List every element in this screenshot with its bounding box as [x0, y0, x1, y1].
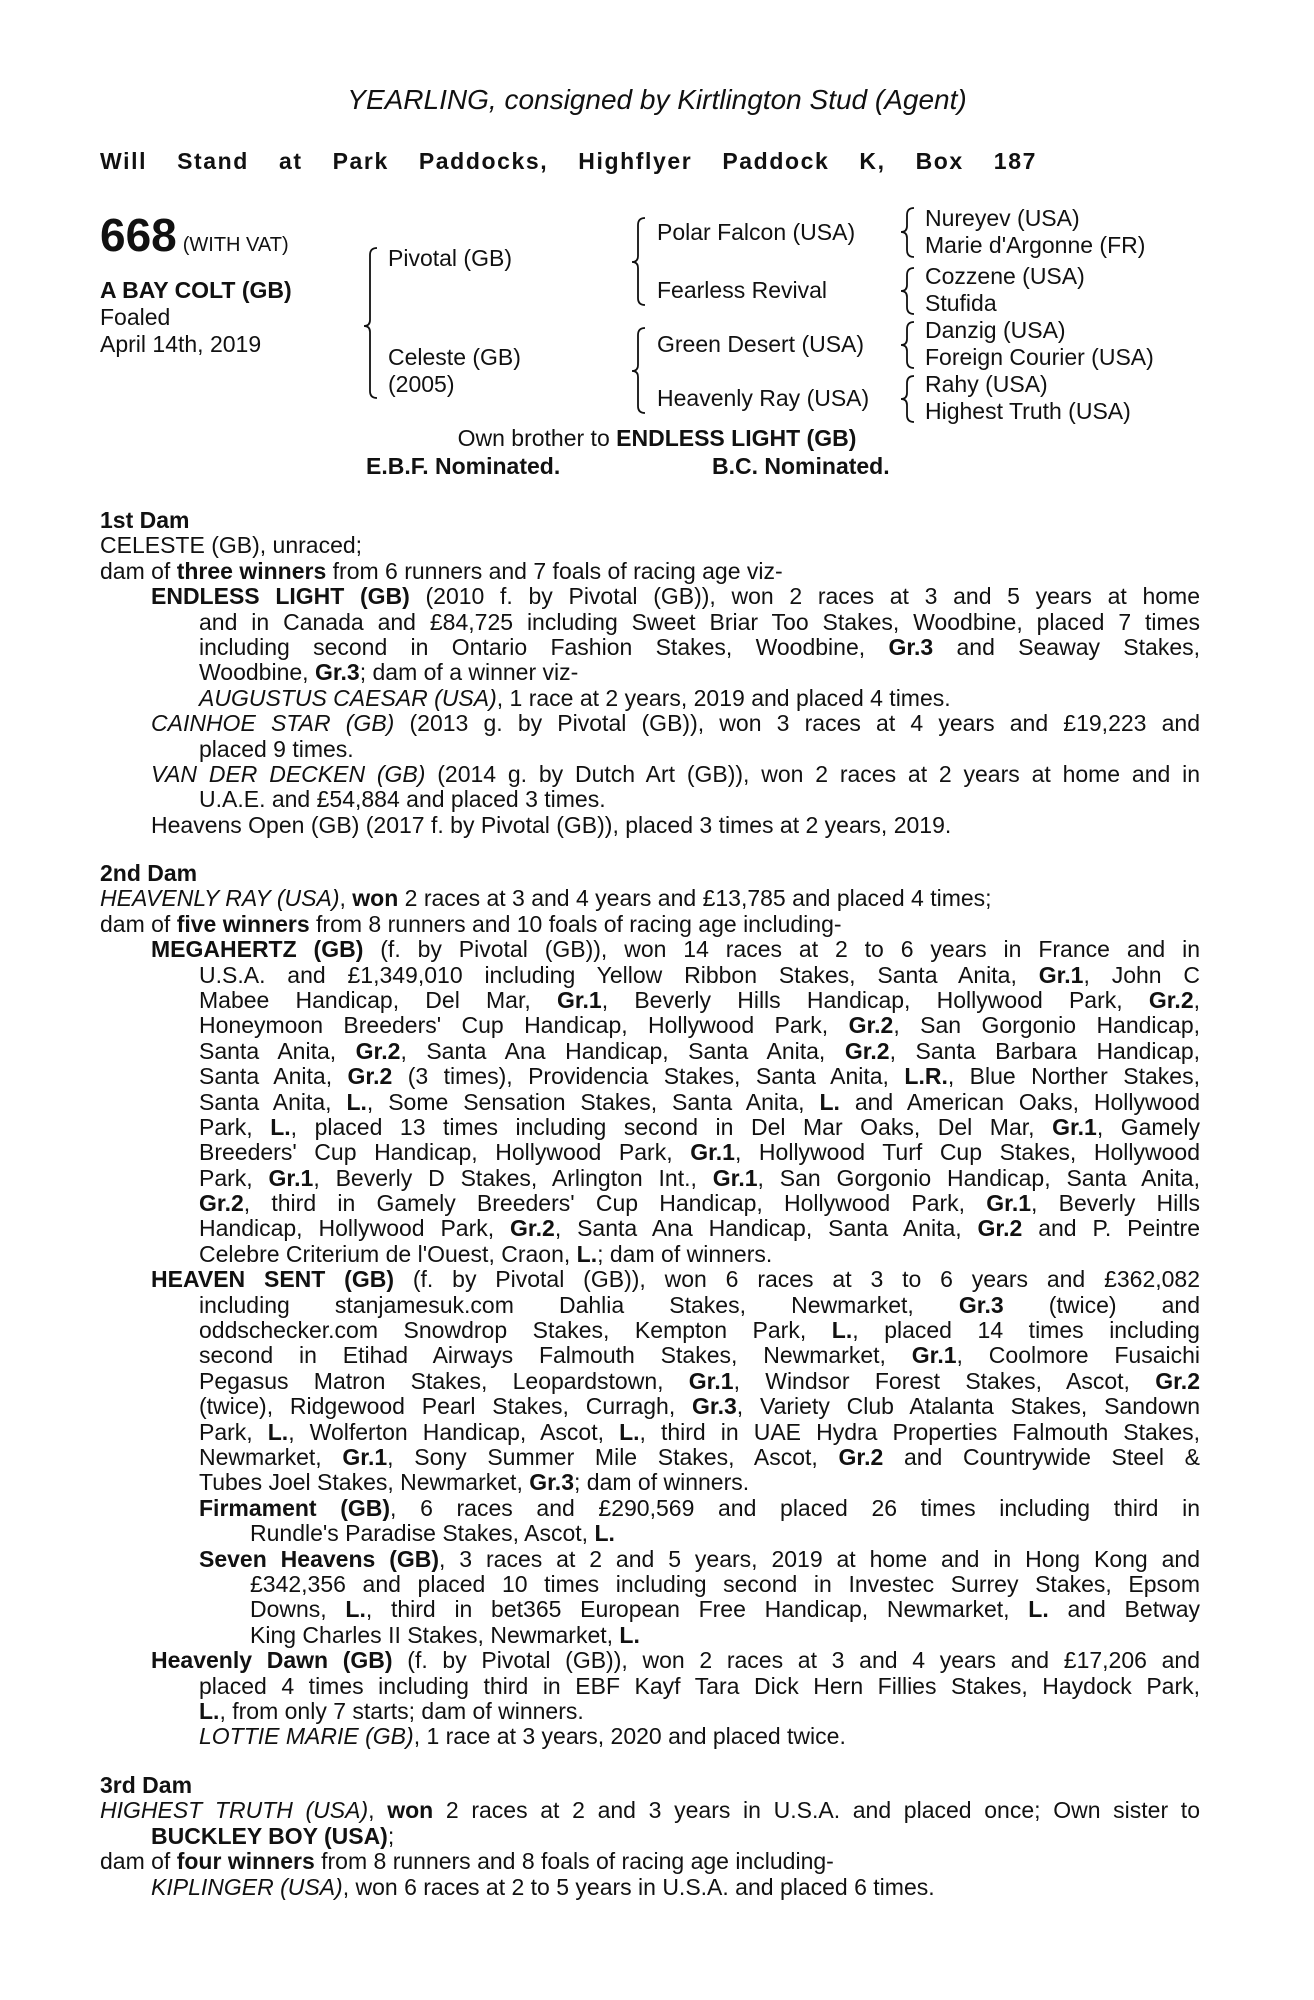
- bold-text: Gr.3: [692, 1393, 737, 1420]
- text-line: [199, 635, 1200, 660]
- text-run: dam of: [100, 557, 177, 584]
- pedigree-dam-sire: Green Desert (USA): [657, 331, 865, 357]
- text-run: Santa Anita,: [199, 1088, 347, 1115]
- text-line: [199, 686, 1200, 711]
- text-run: Santa Anita,: [199, 1063, 348, 1090]
- text-run: , third in Gamely Breeders' Cup Handicap, Hollywood Park,: [243, 1190, 987, 1217]
- dam-section: [100, 508, 1200, 838]
- dam-section: [100, 1773, 1200, 1900]
- text-run: ; dam of a winner viz-: [359, 659, 579, 686]
- text-run: (2014 g. by Dutch Art (GB)), won 2 races at 2 years at home and in: [425, 760, 1201, 787]
- text-run: Celebre Criterium de l'Ouest, Craon,: [199, 1240, 577, 1267]
- text-line: [151, 1648, 1200, 1673]
- bold-text: Gr.1: [342, 1443, 388, 1470]
- vat-label: (WITH VAT): [182, 234, 289, 256]
- bold-text: Gr.2: [1148, 986, 1194, 1013]
- text-line: [199, 1674, 1200, 1699]
- text-run: and P. Peintre: [1022, 1215, 1201, 1242]
- text-run: dam of: [100, 910, 177, 937]
- pedigree-gen3: Marie d'Argonne (FR): [925, 232, 1146, 258]
- text-line: [151, 937, 1200, 962]
- section-heading: 1st Dam: [100, 507, 190, 533]
- text-run: , Beverly Hills: [1031, 1190, 1200, 1217]
- bold-text: L.R.: [904, 1063, 948, 1090]
- dam-record: [100, 533, 1200, 558]
- text-line: [199, 1216, 1200, 1241]
- progeny-entry: [100, 813, 1200, 838]
- dam-record: [100, 1798, 1200, 1849]
- bold-text: Gr.1: [688, 1367, 734, 1394]
- text-run: , Sony Summer Mile Stakes, Ascot,: [387, 1443, 839, 1470]
- bold-text: Firmament (GB): [199, 1494, 391, 1521]
- text-run: , Gamely: [1096, 1113, 1200, 1140]
- bold-text: Gr.2: [838, 1443, 884, 1470]
- text-line: [199, 787, 1200, 812]
- italic-name: AUGUSTUS CAESAR (USA): [199, 684, 497, 711]
- bold-text: Gr.3: [888, 633, 934, 660]
- bold-text: Gr.2: [199, 1190, 244, 1217]
- bold-text: L.: [576, 1240, 598, 1267]
- text-line: [199, 1191, 1200, 1216]
- progeny-entry: [100, 1648, 1200, 1724]
- dam-record: [100, 886, 1200, 911]
- text-line: [151, 813, 1200, 838]
- bold-text: four winners: [176, 1848, 315, 1875]
- text-run: second in Etihad Airways Falmouth Stakes, Newmarket,: [199, 1342, 912, 1369]
- pedigree-bracket: [632, 328, 645, 413]
- italic-name: HIGHEST TRUTH (USA): [100, 1797, 369, 1824]
- text-line: [199, 1166, 1200, 1191]
- progeny-entry: [100, 686, 1200, 711]
- text-run: CELESTE (GB), unraced;: [100, 532, 363, 559]
- text-run: and Countrywide Steel &: [883, 1443, 1200, 1470]
- text-line: [199, 1699, 1200, 1724]
- text-run: , Santa Ana Handicap, Santa Anita,: [554, 1215, 978, 1242]
- text-run: , Windsor Forest Stakes, Ascot,: [733, 1367, 1156, 1394]
- text-run: ;: [387, 1822, 395, 1849]
- text-line: [199, 1724, 1200, 1749]
- text-line: [199, 1064, 1200, 1089]
- text-run: , Variety Club Atalanta Stakes, Sandown: [736, 1393, 1200, 1420]
- text-run: , third in UAE Hydra Properties Falmouth Stakes,: [639, 1418, 1201, 1445]
- bold-text: L.: [1028, 1596, 1049, 1623]
- bold-text: L.: [619, 1418, 640, 1445]
- bold-text: Gr.2: [848, 1012, 894, 1039]
- bold-text: L.: [831, 1317, 853, 1344]
- bold-text: L.: [819, 1088, 840, 1115]
- text-line: [250, 1623, 1200, 1648]
- text-run: , Some Sensation Stakes, Santa Anita,: [366, 1088, 820, 1115]
- text-run: , 3 races at 2 and 5 years, 2019 at home and in Hong Kong and: [439, 1545, 1201, 1572]
- text-run: U.A.E. and £54,884 and placed 3 times.: [199, 786, 606, 813]
- text-line: [199, 1470, 1200, 1495]
- text-run: Mabee Handicap, Del Mar,: [199, 986, 557, 1013]
- italic-name: LOTTIE MARIE (GB): [199, 1723, 414, 1750]
- text-run: and American Oaks, Hollywood: [839, 1088, 1200, 1115]
- text-line: [199, 1343, 1200, 1368]
- text-line: [199, 1318, 1200, 1343]
- text-run: Park,: [199, 1113, 271, 1140]
- dam-record: [100, 559, 1200, 584]
- pedigree-sire-dam: Fearless Revival: [657, 277, 827, 303]
- text-run: Santa Anita,: [199, 1037, 356, 1064]
- text-run: ; dam of winners.: [574, 1469, 750, 1496]
- bold-text: L.: [619, 1621, 640, 1648]
- text-line: [100, 1849, 1200, 1874]
- text-run: placed 4 times including third in EBF Kayf Tara Dick Hern Fillies Stakes, Haydock Park,: [199, 1672, 1200, 1699]
- italic-name: HEAVENLY RAY (USA): [100, 885, 340, 912]
- text-line: [199, 1547, 1200, 1572]
- text-line: [151, 1267, 1200, 1292]
- text-run: , Coolmore Fusaichi: [956, 1342, 1200, 1369]
- dam-section: [100, 861, 1200, 1750]
- text-run: U.S.A. and £1,349,010 including Yellow Ribbon Stakes, Santa Anita,: [199, 961, 1039, 988]
- bc-nominated: B.C. Nominated.: [712, 453, 890, 479]
- text-line: [100, 559, 1200, 584]
- pedigree-gen3: Highest Truth (USA): [925, 398, 1131, 424]
- bold-text: Gr.1: [268, 1164, 314, 1191]
- bold-text: Gr.2: [1155, 1367, 1200, 1394]
- pedigree-bracket: [901, 376, 914, 422]
- text-line: [199, 1039, 1200, 1064]
- text-run: oddschecker.com Snowdrop Stakes, Kempton Park,: [199, 1317, 832, 1344]
- lot-number-value: 668: [100, 209, 177, 261]
- text-run: , Beverly Hills Handicap, Hollywood Park,: [601, 986, 1149, 1013]
- text-run: , Beverly D Stakes, Arlington Int.,: [313, 1164, 713, 1191]
- stand-location: Will Stand at Park Paddocks, Highflyer Paddock K, Box 187: [100, 148, 1037, 174]
- text-run: , 1 race at 3 years, 2020 and placed twice.: [413, 1723, 846, 1750]
- dam-record: [100, 912, 1200, 937]
- pedigree-gen3: Cozzene (USA): [925, 263, 1085, 289]
- text-run: , San Gorgonio Handicap,: [893, 1012, 1201, 1039]
- bold-text: Gr.2: [510, 1215, 555, 1242]
- foaled-date: April 14th, 2019: [100, 331, 262, 357]
- bold-text: won: [387, 1797, 434, 1824]
- pedigree-bracket: [901, 208, 914, 257]
- bold-text: Gr.2: [355, 1037, 401, 1064]
- text-line: [199, 1445, 1200, 1470]
- bold-text: Heavenly Dawn (GB): [151, 1647, 393, 1674]
- text-line: [199, 1496, 1200, 1521]
- text-run: from 8 runners and 8 foals of racing age including-: [314, 1848, 834, 1875]
- text-run: Heavens Open (GB) (2017 f. by Pivotal (GB)), placed 3 times at 2 years, 2019.: [151, 811, 952, 838]
- progeny-entry: [100, 1875, 1200, 1900]
- bold-text: HEAVEN SENT (GB): [151, 1266, 395, 1293]
- text-run: 2 races at 2 and 3 years in U.S.A. and placed once; Own sister to: [433, 1797, 1200, 1824]
- text-run: and in Canada and £84,725 including Sweet Briar Too Stakes, Woodbine, placed 7 times: [199, 608, 1200, 635]
- bold-text: Gr.1: [1038, 961, 1084, 988]
- bold-text: Gr.3: [958, 1291, 1004, 1318]
- text-line: [199, 1013, 1200, 1038]
- sale-title: YEARLING, consigned by Kirtlington Stud (Agent): [347, 84, 967, 115]
- section-heading: 2nd Dam: [100, 860, 198, 886]
- text-run: (f. by Pivotal (GB)), won 6 races at 3 to 6 years and £362,082: [394, 1266, 1201, 1293]
- progeny-entry: [100, 584, 1200, 686]
- own-brother-name: ENDLESS LIGHT (GB): [616, 425, 857, 451]
- text-run: including stanjamesuk.com Dahlia Stakes, Newmarket,: [199, 1291, 959, 1318]
- foaled-label: Foaled: [100, 304, 171, 330]
- text-run: Downs,: [250, 1596, 346, 1623]
- text-line: [100, 886, 1200, 911]
- bold-text: Gr.3: [314, 659, 360, 686]
- text-run: , Hollywood Turf Cup Stakes, Hollywood: [734, 1139, 1200, 1166]
- bold-text: BUCKLEY BOY (USA): [151, 1822, 388, 1849]
- text-run: (f. by Pivotal (GB)), won 14 races at 2 to 6 years in France and in: [363, 936, 1200, 963]
- text-run: , placed 13 times including second in Del Mar Oaks, Del Mar,: [290, 1113, 1053, 1140]
- text-run: , Wolferton Handicap, Ascot,: [288, 1418, 620, 1445]
- text-run: (twice), Ridgewood Pearl Stakes, Curragh,: [199, 1393, 692, 1420]
- text-run: Honeymoon Breeders' Cup Handicap, Hollywood Park,: [199, 1012, 849, 1039]
- text-line: [100, 912, 1200, 937]
- bold-text: L.: [346, 1088, 367, 1115]
- text-line: [199, 1115, 1200, 1140]
- text-line: [199, 737, 1200, 762]
- pedigree-bracket: [901, 268, 914, 314]
- text-run: including second in Ontario Fashion Stakes, Woodbine,: [199, 633, 889, 660]
- text-run: , Santa Barbara Handicap,: [889, 1037, 1201, 1064]
- bold-text: L.: [270, 1113, 291, 1140]
- text-line: [199, 1140, 1200, 1165]
- bold-text: L.: [267, 1418, 289, 1445]
- text-run: Park,: [199, 1164, 269, 1191]
- pedigree-gen3: Foreign Courier (USA): [925, 344, 1154, 370]
- text-run: (twice) and: [1003, 1291, 1201, 1318]
- text-run: Park,: [199, 1418, 268, 1445]
- text-run: (f. by Pivotal (GB)), won 2 races at 3 and 4 years and £17,206 and: [392, 1647, 1200, 1674]
- pedigree-sire-sire: Polar Falcon (USA): [657, 219, 856, 245]
- text-run: , 6 races and £290,569 and placed 26 times including third in: [390, 1494, 1200, 1521]
- text-line: [199, 1369, 1200, 1394]
- text-run: ; dam of winners.: [597, 1240, 773, 1267]
- progeny-entry: [100, 711, 1200, 762]
- text-run: Handicap, Hollywood Park,: [199, 1215, 511, 1242]
- text-run: Rundle's Paradise Stakes, Ascot,: [250, 1520, 595, 1547]
- text-run: from 8 runners and 10 foals of racing age including-: [309, 910, 842, 937]
- text-line: [199, 1293, 1200, 1318]
- text-line: [199, 660, 1200, 685]
- progeny-entry: [100, 1496, 1200, 1547]
- italic-name: CAINHOE STAR (GB): [151, 710, 395, 737]
- text-run: 2 races at 3 and 4 years and £13,785 and placed 4 times;: [398, 885, 992, 912]
- pedigree-dam-dam: Heavenly Ray (USA): [657, 385, 870, 411]
- progeny-entry: [100, 762, 1200, 813]
- bold-text: three winners: [176, 557, 327, 584]
- pedigree-gen3: Danzig (USA): [925, 317, 1066, 343]
- bold-text: Gr.1: [556, 986, 602, 1013]
- text-run: (2013 g. by Pivotal (GB)), won 3 races at 4 years and £19,223 and: [394, 710, 1200, 737]
- text-run: placed 9 times.: [199, 735, 354, 762]
- text-run: King Charles II Stakes, Newmarket,: [250, 1621, 620, 1648]
- text-run: ,: [1193, 986, 1201, 1013]
- text-run: Breeders' Cup Handicap, Hollywood Park,: [199, 1139, 691, 1166]
- text-run: , placed 14 times including: [852, 1317, 1200, 1344]
- text-line: [199, 988, 1200, 1013]
- text-line: [199, 1420, 1200, 1445]
- progeny-entry: [100, 1547, 1200, 1649]
- text-line: [199, 963, 1200, 988]
- text-run: , John C: [1083, 961, 1201, 988]
- ebf-nominated: E.B.F. Nominated.: [366, 453, 561, 479]
- text-line: [100, 1798, 1200, 1823]
- text-line: [250, 1597, 1200, 1622]
- pedigree-bracket: [364, 248, 377, 398]
- bold-text: L.: [345, 1596, 366, 1623]
- bold-text: Gr.2: [977, 1215, 1023, 1242]
- text-run: (2010 f. by Pivotal (GB)), won 2 races at 3 and 5 years at home: [409, 583, 1200, 610]
- pedigree-gen3: Nureyev (USA): [925, 205, 1080, 231]
- pedigree-bracket: [901, 322, 914, 368]
- bold-text: Gr.1: [986, 1190, 1032, 1217]
- text-line: [151, 711, 1200, 736]
- text-line: [199, 1090, 1200, 1115]
- pedigree-dam: Celeste (GB): [388, 344, 521, 370]
- text-run: , from only 7 starts; dam of winners.: [219, 1697, 584, 1724]
- bold-text: Gr.1: [690, 1139, 735, 1166]
- bold-text: five winners: [176, 910, 310, 937]
- pedigree-dam-year: (2005): [388, 371, 455, 397]
- dam-record: [100, 1849, 1200, 1874]
- pedigree-gen3: Rahy (USA): [925, 371, 1048, 397]
- horse-description: A BAY COLT (GB): [100, 277, 292, 303]
- text-run: , third in bet365 European Free Handicap, Newmarket,: [365, 1596, 1029, 1623]
- text-run: , Blue Norther Stakes,: [947, 1063, 1200, 1090]
- text-run: , 1 race at 2 years, 2019 and placed 4 times.: [496, 684, 951, 711]
- text-line: [199, 610, 1200, 635]
- bold-text: Gr.2: [347, 1063, 393, 1090]
- bold-text: L.: [199, 1697, 220, 1724]
- bold-text: won: [352, 885, 399, 912]
- text-line: [100, 533, 1200, 558]
- bold-text: ENDLESS LIGHT (GB): [151, 583, 410, 610]
- text-run: ,: [339, 885, 353, 912]
- pedigree-bracket: [632, 218, 645, 305]
- text-line: [199, 1242, 1200, 1267]
- bold-text: L.: [594, 1520, 615, 1547]
- text-line: [151, 1824, 1200, 1849]
- text-run: , won 6 races at 2 to 5 years in U.S.A. and placed 6 times.: [342, 1873, 935, 1900]
- text-run: from 6 runners and 7 foals of racing age viz-: [326, 557, 783, 584]
- text-run: Tubes Joel Stakes, Newmarket,: [199, 1469, 530, 1496]
- text-run: £342,356 and placed 10 times including second in Investec Surrey Stakes, Epsom: [250, 1570, 1200, 1597]
- bold-text: Seven Heavens (GB): [199, 1545, 440, 1572]
- bold-text: Gr.2: [844, 1037, 890, 1064]
- progeny-entry: [100, 1724, 1200, 1749]
- own-brother-note: [0, 425, 1314, 452]
- bold-text: MEGAHERTZ (GB): [151, 936, 364, 963]
- text-run: Pegasus Matron Stakes, Leopardstown,: [199, 1367, 689, 1394]
- pedigree-sire: Pivotal (GB): [388, 245, 512, 271]
- text-run: , Santa Ana Handicap, Santa Anita,: [400, 1037, 845, 1064]
- text-line: [151, 762, 1200, 787]
- text-line: [151, 1875, 1200, 1900]
- bold-text: Gr.1: [1052, 1113, 1097, 1140]
- text-run: (3 times), Providencia Stakes, Santa Anita,: [392, 1063, 905, 1090]
- text-run: and Seaway Stakes,: [933, 633, 1200, 660]
- text-run: Newmarket,: [199, 1443, 343, 1470]
- pedigree-gen3: Stufida: [925, 290, 997, 316]
- text-line: [151, 584, 1200, 609]
- text-run: ,: [368, 1797, 388, 1824]
- progeny-entry: [100, 937, 1200, 1267]
- bold-text: Gr.1: [712, 1164, 758, 1191]
- text-line: [250, 1521, 1200, 1546]
- bold-text: Gr.3: [529, 1469, 574, 1496]
- text-run: dam of: [100, 1848, 177, 1875]
- text-line: [199, 1394, 1200, 1419]
- italic-name: VAN DER DECKEN (GB): [151, 760, 426, 787]
- section-heading: 3rd Dam: [100, 1772, 193, 1798]
- bold-text: Gr.1: [911, 1342, 957, 1369]
- text-run: , San Gorgonio Handicap, Santa Anita,: [757, 1164, 1200, 1191]
- text-run: and Betway: [1048, 1596, 1200, 1623]
- progeny-entry: [100, 1267, 1200, 1496]
- text-run: Woodbine,: [199, 659, 315, 686]
- text-line: [250, 1572, 1200, 1597]
- own-brother-prefix: Own brother to: [457, 425, 617, 451]
- italic-name: KIPLINGER (USA): [151, 1873, 343, 1900]
